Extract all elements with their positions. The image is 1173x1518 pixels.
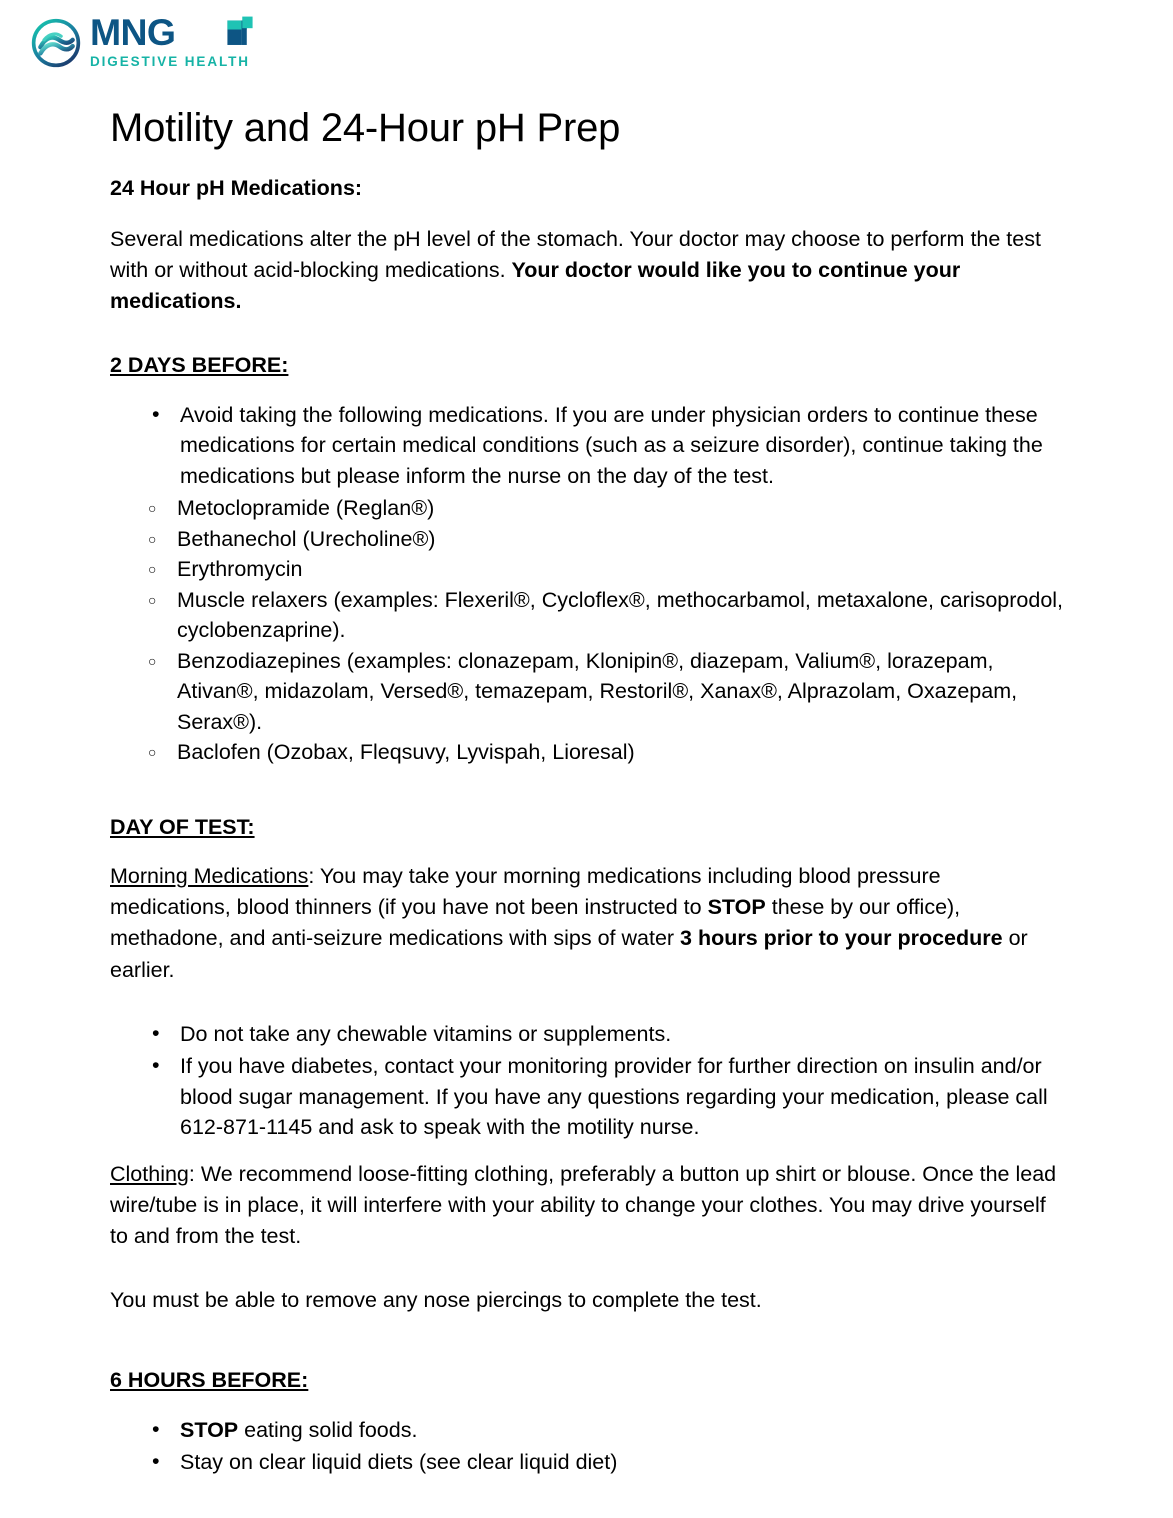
section-heading-day-of-test: DAY OF TEST: — [110, 814, 255, 839]
clothing-paragraph — [110, 1159, 1065, 1253]
list-item: ○ Benzodiazepines (examples: clonazepam, Klonipin®, diazepam, Valium®, lorazepam, Ativan®, midazolam, Versed®, temazepam, Restoril®, Xanax®, Alprazolam, Oxazepam, Serax®). — [110, 646, 1065, 738]
two-days-before-bullet-list — [110, 400, 1065, 492]
six-hours-before-bullet-list — [110, 1415, 1065, 1478]
list-item — [110, 1415, 1065, 1446]
clothing-text: : We recommend loose-fitting clothing, preferably a button up shirt or blouse. Once the lead wire/tube is in place, it will interfere with your ability to change your clothes. You may drive yourself to and from the test. — [110, 1161, 1057, 1249]
svg-text:MNG: MNG — [90, 14, 176, 53]
day-of-test-bullet-list — [110, 1019, 1065, 1143]
list-item: ○ Erythromycin — [110, 554, 1065, 585]
page-title: Motility and 24-Hour pH Prep — [110, 106, 621, 150]
morning-text-2: these by our office), methadone, and anti-seizure medications with sips of water — [110, 895, 961, 951]
morning-bold-stop: STOP — [707, 895, 766, 920]
list-item: • Stay on clear liquid diets (see clear liquid diet) — [110, 1447, 1065, 1478]
stop-bold: STOP — [180, 1417, 239, 1442]
stop-rest: eating solid foods. — [238, 1417, 418, 1442]
two-days-before-medication-list — [110, 493, 1065, 768]
list-item: ○ Bethanechol (Urecholine®) — [110, 524, 1065, 555]
morning-medications-label: Morning Medications — [110, 864, 309, 889]
intro-heading: 24 Hour pH Medications: — [110, 175, 363, 200]
intro-text-bold: Your doctor would like you to continue your medications. — [110, 258, 961, 314]
list-item: • Avoid taking the following medications. If you are under physician orders to continue these medications for certain medical conditions (such as a seizure disorder), continue taking the medications but please inform the nurse on the day of the test. — [110, 400, 1065, 492]
list-item: ○ Muscle relaxers (examples: Flexeril®, Cycloflex®, methocarbamol, metaxalone, carisoprodol, cyclobenzaprine). — [110, 585, 1065, 646]
section-heading-2-days-before: 2 DAYS BEFORE: — [110, 353, 289, 378]
document-body — [110, 106, 1065, 1480]
morning-text-1: : You may take your morning medications including blood pressure medications, blood thinners (if you have not been instructed to — [110, 864, 941, 920]
morning-text-3: or earlier. — [110, 926, 1028, 982]
nose-piercings-paragraph: You must be able to remove any nose piercings to complete the test. — [110, 1288, 762, 1313]
list-item: ○ Metoclopramide (Reglan®) — [110, 493, 1065, 524]
logo-tagline: DIGESTIVE HEALTH — [90, 54, 250, 69]
mngi-circle-emblem-icon — [30, 17, 82, 69]
morning-bold-timing: 3 hours prior to your procedure — [680, 926, 1003, 951]
list-item: • Do not take any chewable vitamins or supplements. — [110, 1019, 1065, 1050]
intro-paragraph — [110, 224, 1065, 318]
section-heading-6-hours-before: 6 HOURS BEFORE: — [110, 1368, 309, 1393]
morning-medications-paragraph — [110, 861, 1065, 986]
mngi-logo — [30, 14, 284, 69]
intro-text-plain: Several medications alter the pH level of the stomach. Your doctor may choose to perform the test with or without acid-blocking medications. — [110, 226, 1041, 283]
list-item: • If you have diabetes, contact your monitoring provider for further direction on insulin and/or blood sugar management. If you have any questions regarding your medication, please call 612-871-1145 and ask to speak with the motility nurse. — [110, 1051, 1065, 1143]
clothing-label: Clothing — [110, 1161, 189, 1186]
mngi-wordmark-icon — [90, 14, 284, 54]
list-item: ○ Baclofen (Ozobax, Fleqsuvy, Lyvispah, Lioresal) — [110, 737, 1065, 768]
mngi-wordmark-group — [90, 14, 284, 69]
